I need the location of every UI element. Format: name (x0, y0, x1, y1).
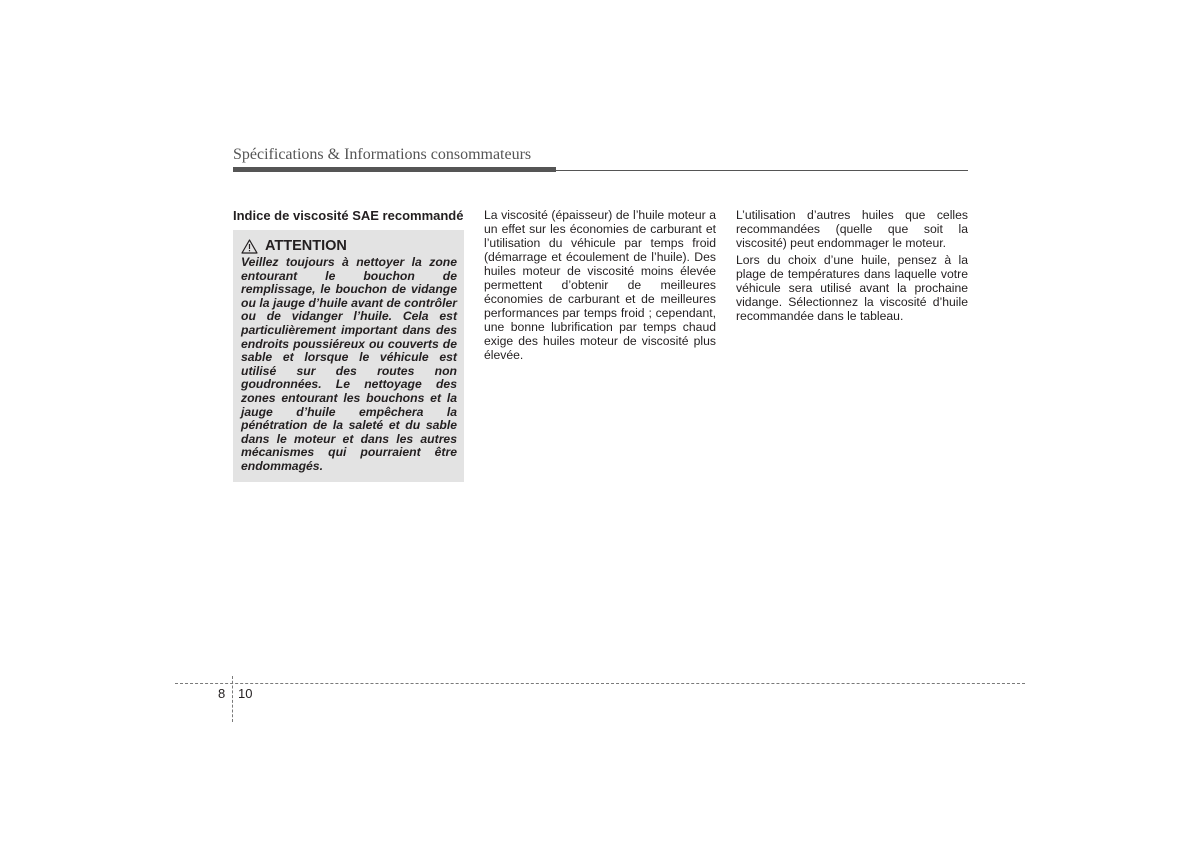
page-number: 10 (238, 686, 253, 701)
column-middle (484, 208, 716, 362)
attention-box (233, 230, 464, 482)
section-heading: Indice de viscosité SAE recommandé (233, 208, 464, 223)
attention-text: Veillez toujours à nettoyer la zone entourant le bouchon de remplissage, le bouchon de vidange ou la jauge d’huile avant de contrôler ou de vidanger l’huile. Cela est particulièrement important dans des endroits poussiéreux ou couverts de sable et lorsque le véhicule est utilisé sur des routes non goudronnées. Le nettoyage des zones entourant les bouchons et la jauge d’huile empêchera la pénétration de la saleté et du sable dans le moteur et dans les autres mécanismes qui pourraient être endommagés. (241, 255, 457, 473)
footer-divider (175, 683, 1025, 684)
other-oils-paragraph: L’utilisation d’autres huiles que celles recommandées (quelle que soit la viscosité) peut endommager le moteur. (736, 208, 968, 250)
attention-label: ATTENTION (265, 238, 347, 254)
header-rule-accent (233, 167, 556, 172)
oil-choice-paragraph: Lors du choix d’une huile, pensez à la plage de températures dans laquelle votre véhicule sera utilisé avant la prochaine vidange. Sélectionnez la viscosité d’huile recommandée dans le tableau. (736, 253, 968, 323)
chapter-number: 8 (218, 686, 226, 701)
attention-header (241, 238, 457, 254)
viscosity-paragraph: La viscosité (épaisseur) de l’huile moteur a un effet sur les économies de carburant et l’utilisation du véhicule par temps froid (démarrage et écoulement de l’huile). Des huiles moteur de viscosité moins élevée permettent d’obtenir de meilleures économies de carburant et de meilleures performances par temps froid ; cependant, une bonne lubrification par temps chaud exige des huiles moteur de viscosité plus élevée. (484, 208, 716, 362)
column-left (233, 208, 464, 482)
column-right (736, 208, 968, 323)
footer-page-separator (232, 676, 233, 722)
page-title: Spécifications & Informations consommateurs (233, 146, 532, 163)
warning-triangle-icon (241, 239, 258, 254)
